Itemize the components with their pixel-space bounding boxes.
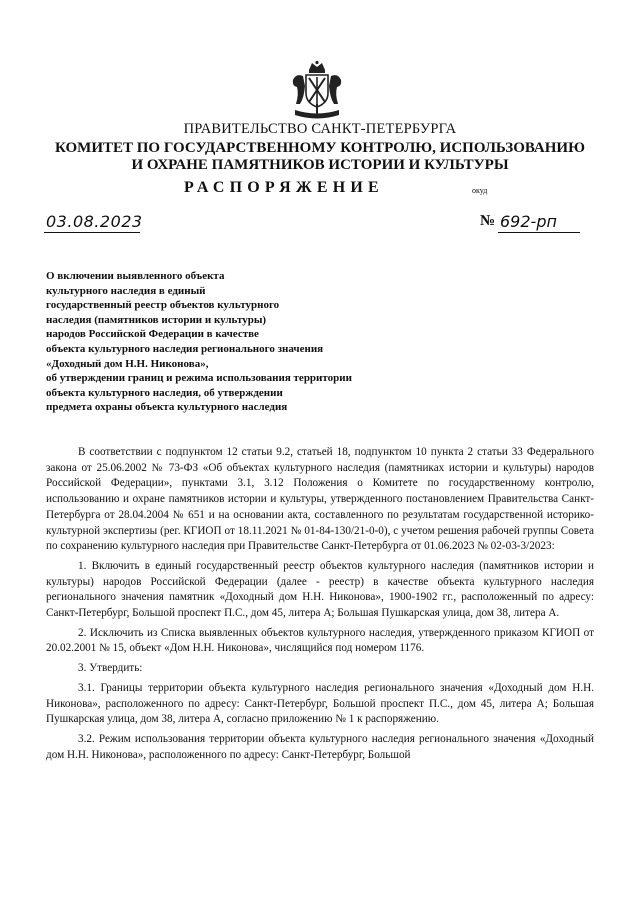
number-underline bbox=[498, 232, 580, 233]
subject-line: культурного наследия в единый bbox=[46, 284, 206, 297]
okud-label: окуд bbox=[472, 186, 488, 195]
subject-line: народов Российской Федерации в качестве bbox=[46, 328, 259, 341]
document-subject bbox=[46, 269, 352, 415]
number-label: № bbox=[480, 213, 496, 229]
subject-line: О включении выявленного объекта bbox=[46, 270, 225, 282]
subject-line: наследия (памятников истории и культуры) bbox=[46, 313, 267, 326]
document-type-title: РАСПОРЯЖЕНИЕ bbox=[184, 179, 384, 196]
body-paragraph-item-3: 3. Утвердить: bbox=[78, 662, 143, 675]
subject-line: предмета охраны объекта культурного наследия bbox=[46, 401, 288, 414]
subject-line: «Доходный дом Н.Н. Никонова», bbox=[46, 357, 209, 370]
document-date: 03.08.2023 bbox=[46, 212, 143, 231]
government-name: ПРАВИТЕЛЬСТВО САНКТ-ПЕТЕРБУРГА bbox=[183, 121, 457, 137]
committee-name-line1: КОМИТЕТ ПО ГОСУДАРСТВЕННОМУ КОНТРОЛЮ, ИСПОЛЬЗОВАНИЮ bbox=[55, 140, 585, 156]
body-paragraph-item-2: 2. Исключить из Списка выявленных объектов культурного наследия, утвержденного приказом КГИОП от 20.02.2001 № 15, объект «Дом Н.Н. Никонова», числящийся под номером 1176. bbox=[46, 626, 594, 655]
date-underline bbox=[44, 232, 140, 233]
subject-line: об утверждении границ и режима использования территории bbox=[46, 372, 352, 385]
subject-line: объекта культурного наследия регионального значения bbox=[46, 342, 324, 355]
subject-line: объекта культурного наследия, об утверждении bbox=[46, 386, 283, 399]
body-paragraph-preamble: В соответствии с подпунктом 12 статьи 9.2, статьей 18, подпунктом 10 пункта 2 статьи 33 Федерального закона от 25.06.2002 № 73-ФЗ «Об объектах культурного наследия (памятниках истории и культуры) народов Российской Федерации», пунктами 3.1, 3.12 Положения о Комитете по государственному контролю, использованию и охране памятников истории и культуры, утвержденного постановлением Правительства Санкт-Петербурга от 28.04.2004 № 651 и на основании акта, составленного по результатам государственной историко-культурной экспертизы (рег. КГИОП от 18.11.2021 № 01-84-130/21-0-0), с учетом решения рабочей группы Совета по сохранению культурного наследия при Правительстве Санкт-Петербурга от 01.06.2023 № 02-03-3/2023: bbox=[46, 446, 594, 553]
document-body bbox=[46, 445, 594, 765]
committee-name-line2: И ОХРАНЕ ПАМЯТНИКОВ ИСТОРИИ И КУЛЬТУРЫ bbox=[131, 157, 509, 173]
committee-name bbox=[0, 140, 640, 174]
coat-of-arms-emblem-icon bbox=[287, 60, 347, 124]
subject-line: государственный реестр объектов культурного bbox=[46, 299, 280, 312]
document-number: 692-рп bbox=[500, 212, 557, 231]
body-paragraph-item-3-2: 3.2. Режим использования территории объекта культурного наследия регионального значения «Доходный дом Н.Н. Никонова», расположенного по адресу: Санкт-Петербург, Большой bbox=[46, 732, 594, 761]
body-paragraph-item-1: 1. Включить в единый государственный реестр объектов культурного наследия (памятников истории и культуры) народов Российской Федерации (далее - реестр) в качестве объекта культурного наследия регионального значения памятник «Доходный дом Н.Н. Никонова», 1900-1902 гг., расположенный по адресу: Санкт-Петербург, Большой проспект П.С., дом 45, литера А; Большая Пушкарская улица, дом 38, литера А. bbox=[46, 559, 594, 620]
body-paragraph-item-3-1: 3.1. Границы территории объекта культурного наследия регионального значения «Доходный дом Н.Н. Никонова», расположенного по адресу: Санкт-Петербург, Большой проспект П.С., дом 45, литера А; Большая Пушкарская улица, дом 38, литера А, согласно приложению № 1 к распоряжению. bbox=[46, 681, 594, 726]
